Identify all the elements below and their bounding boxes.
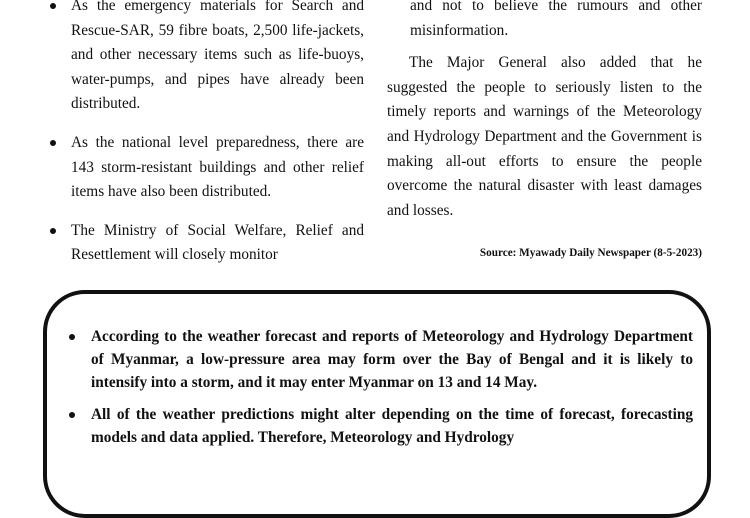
list-item: All of the weather predictions might alter depending on the time of forecast, forecasting models and data applied. Therefore, Meteorology and Hydrology: [69, 403, 693, 449]
left-bullet-list: [48, 0, 364, 268]
list-item: The Ministry of Social Welfare, Relief and Resettlement will closely monitor: [48, 219, 364, 268]
source-citation: Source: Myawady Daily Newspaper (8-5-2023): [479, 247, 702, 259]
list-item: As the emergency materials for Search and Rescue-SAR, 59 fibre boats, 2,500 life-jackets, and other necessary items such as life-buoys, water-pumps, and pipes have already been distributed.: [48, 0, 364, 117]
body-paragraph: The Major General also added that he suggested the people to seriously listen to the timely reports and warnings of the Meteorology and Hydrology Department and the Government is making all-out efforts to ensure the people overcome the natural disaster with least damages and losses.: [387, 54, 702, 219]
left-column: [48, 0, 364, 282]
list-item: According to the weather forecast and reports of Meteorology and Hydrology Department of Myanmar, a low-pressure area may form over the Bay of Bengal and it is likely to intensify into a storm, and it may enter Myanmar on 13 and 14 May.: [69, 325, 693, 395]
continued-paragraph: and not to believe the rumours and other misinformation.: [410, 0, 702, 39]
forecast-bullet-list: [69, 325, 693, 457]
right-column: [387, 0, 702, 223]
forecast-callout-box: [43, 290, 711, 518]
list-item: As the national level preparedness, there are 143 storm-resistant buildings and other relief items have also been distributed.: [48, 131, 364, 205]
